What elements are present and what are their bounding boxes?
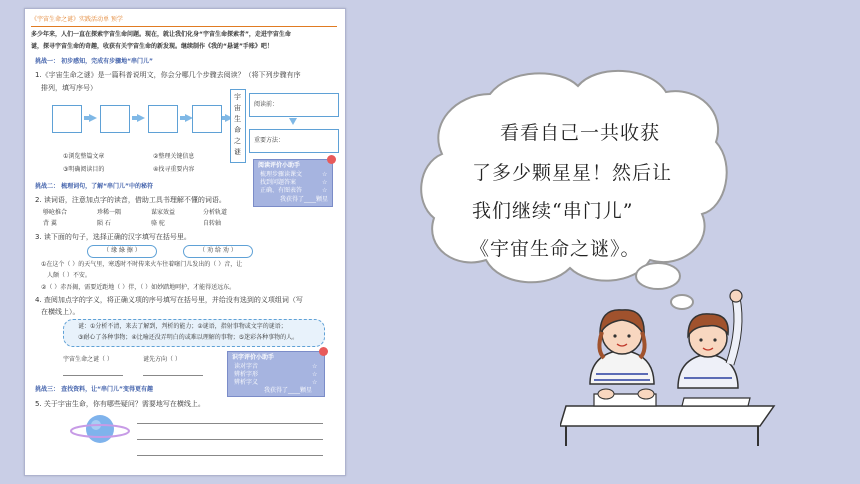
task2-title: 挑战二： 梳理词句，了解“串门儿”中的秘符 <box>35 183 153 190</box>
q1-line1: 1.《宇宙生命之谜》是一篇科普说明文，你会分哪几个步骤去阅读？（将下列步骤有序 <box>35 71 301 79</box>
planet-icon <box>69 409 131 449</box>
reading-helper-panel <box>253 159 333 207</box>
students-illustration <box>560 288 780 448</box>
read-before-box[interactable]: 阅读前： <box>249 93 339 117</box>
star-icon[interactable]: ☆ <box>322 179 328 186</box>
step-option-4: ④找寻重要内容 <box>153 166 195 173</box>
answer-line[interactable] <box>143 375 203 376</box>
word-row1-3: 谋家效益 <box>151 209 176 216</box>
helper2-item: 读对字音 <box>234 363 259 370</box>
word-row2-1: 背 翼 <box>43 220 57 227</box>
helper1-title: 阅读评价小助手 <box>258 162 301 169</box>
star-icon[interactable]: ☆ <box>312 379 318 386</box>
helper2-item: 辨析字形 <box>234 371 259 378</box>
answer-line[interactable] <box>137 423 323 424</box>
arrow-down-icon <box>289 118 297 125</box>
word-row2-4: 自转轴 <box>203 220 222 227</box>
meanings-line1: 谜：①分析不清，来去了解到，判析的能力；②谜语，指射事物或文字的谜语； <box>78 323 287 330</box>
arrow-right-icon <box>137 114 145 122</box>
arrow-right-icon <box>89 114 97 122</box>
q3-sentence-1: ①在这个（ ）的天气里，寒透时不时传来火车往着噻门儿发出的（ ）音，让 <box>41 261 243 268</box>
bubble-line-3: 我们继续“串门儿” <box>472 200 634 222</box>
fill-item-1: 宇宙生命之谜（ ） <box>63 356 113 363</box>
helper1-item: 正确、有图表答 <box>260 187 303 194</box>
helper1-item: 梳理步骤读课文 <box>260 171 303 178</box>
choice-pill-2: （ 劝 给 劝 ） <box>183 245 253 258</box>
fill-item-2: 谜先方向（ ） <box>143 356 181 363</box>
helper1-item: 找到问题答案 <box>260 179 297 186</box>
intro-text-2: 谜，探寻宇宙生命的奇趣，收获有关宇宙生命的新发现。继续制作《我的“悬谜”手账》吧！ <box>31 43 273 50</box>
meanings-box <box>63 319 325 347</box>
literacy-helper-panel <box>227 351 325 397</box>
meanings-line2: ③耐心了各种事物；④比喻还没弄明白的或难以理解的事物；⑤迷彩各种事物的人。 <box>78 334 299 341</box>
speech-bubble <box>420 64 732 324</box>
choice-pill-1: （ 缘 綠 擦 ） <box>87 245 157 258</box>
q4-line1: 4. 查阅加点字的字义，将正确义项的序号填写在括号里，并给没有选到的义项组词（写 <box>35 296 303 304</box>
word-row2-3: 骆 驼 <box>151 220 165 227</box>
star-icon[interactable]: ☆ <box>322 187 328 194</box>
word-row1-1: 够呛推合 <box>43 209 68 216</box>
step-box-4[interactable] <box>192 105 222 133</box>
word-row2-2: 陨 石 <box>97 220 111 227</box>
helper2-footer: 我获得了____颗星 <box>264 387 313 394</box>
method-box[interactable]: 重要方法： <box>249 129 339 153</box>
word-row1-2: 珍稀一隅 <box>97 209 122 216</box>
helper2-title: 识字评价小助手 <box>232 354 275 361</box>
header-divider <box>31 26 337 27</box>
q3-sentence-2: ②（ ）赤吾揭，需要近距地（ ）伴，（ ）如妙踏地呵护，才能得送远东。 <box>41 284 236 291</box>
badge-icon <box>327 155 336 164</box>
q1-line2: 排列，填写序号） <box>41 84 97 92</box>
bubble-line-4: 《宇宙生命之谜》。 <box>470 238 641 260</box>
q3-sentence-1b: 人颇（ ）不安。 <box>47 272 91 279</box>
q4-line2: 在横线上）。 <box>41 308 80 316</box>
q3-line: 3. 读下面的句子，选择正确的汉字填写在括号里。 <box>35 233 191 241</box>
helper1-footer: 我获得了____颗星 <box>280 196 329 203</box>
task3-title: 挑战三： 查找资料，让“串门儿”变得更有趣 <box>35 386 153 393</box>
q2-line: 2. 读词语，注意加点字的读音，借助工具书理解不懂的词语。 <box>35 196 226 204</box>
intro-text-1: 多少年来，人们一直在探索宇宙生命问题。现在，就让我们化身“宇宙生命探索者”，走进宇宙生命 <box>31 31 291 38</box>
step-box-1[interactable] <box>52 105 82 133</box>
badge-icon <box>319 347 328 356</box>
answer-line[interactable] <box>137 439 323 440</box>
star-icon[interactable]: ☆ <box>312 363 318 370</box>
bubble-line-1: 看看自己一共收获 <box>500 122 661 144</box>
step-option-1: ①浏览整篇文章 <box>63 153 105 160</box>
step-option-2: ②整理关键信息 <box>153 153 195 160</box>
worksheet-page <box>24 8 346 476</box>
star-icon[interactable]: ☆ <box>312 371 318 378</box>
helper2-item: 辨析字义 <box>234 379 259 386</box>
step-box-3[interactable] <box>148 105 178 133</box>
q5-line: 5. 关于宇宙生命，你有哪些疑问？需要地写在横线上。 <box>35 400 205 408</box>
vertical-label-box: 宇 宙 生 命 之 谜 <box>230 89 246 163</box>
step-option-3: ③明确阅读目的 <box>63 166 105 173</box>
step-box-2[interactable] <box>100 105 130 133</box>
worksheet-header: 《宇宙生命之谜》实践活动单 预学 <box>31 16 123 23</box>
word-row1-4: 分析轨道 <box>203 209 228 216</box>
star-icon[interactable]: ☆ <box>322 171 328 178</box>
task1-title: 挑战一： 初步感知，完成有步骤地“串门儿” <box>35 58 153 65</box>
bubble-line-2: 了多少颗星星！然后让 <box>472 162 673 184</box>
answer-line[interactable] <box>63 375 123 376</box>
answer-line[interactable] <box>137 455 323 456</box>
